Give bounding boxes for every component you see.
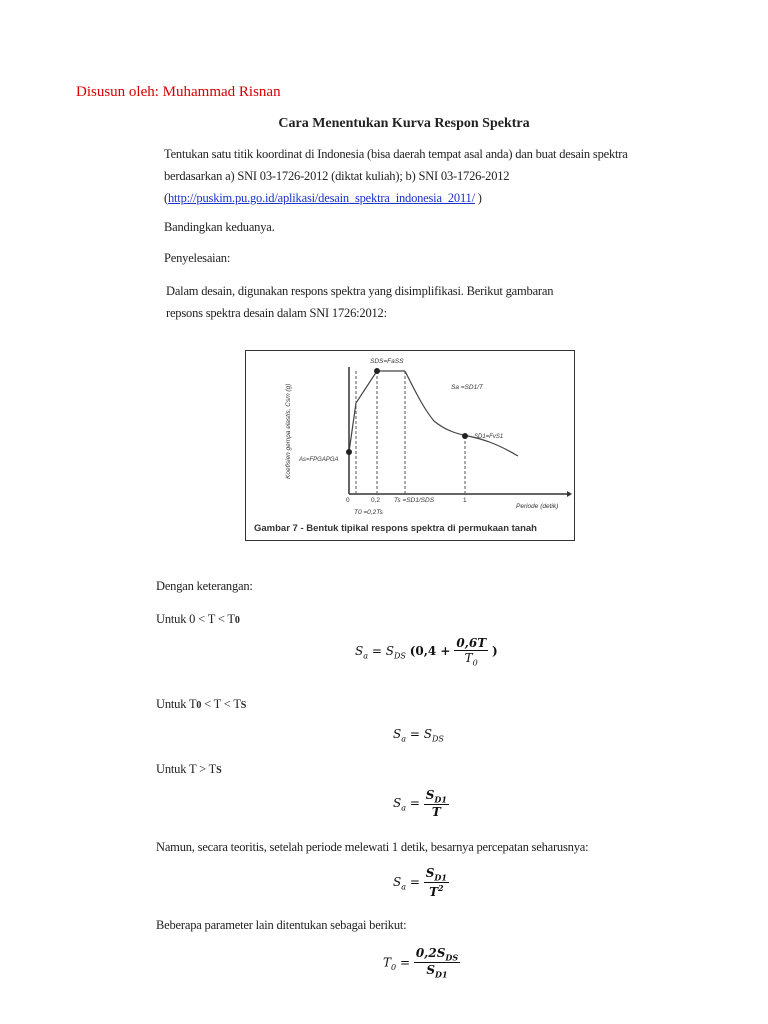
equation-4: $S_a$ = $\frac{S_{D1}}{T^2}$ <box>393 866 447 900</box>
equation-2: $S_a = S_{DS}$ <box>393 727 444 744</box>
sds-label: SDS=FaSS <box>370 358 404 365</box>
sd1-label: SD1=FvS1 <box>474 434 504 440</box>
tick-ts: Ts =SD1/SDS <box>394 497 435 504</box>
intro-paragraph <box>166 280 626 324</box>
x-axis-arrow <box>567 491 572 497</box>
intro-line-1: Dalam desain, digunakan respons spektra yang disimplifikasi. Berikut gambaran <box>166 284 554 298</box>
sds-point <box>374 368 380 374</box>
case-3-text: Untuk T > T <box>156 762 217 776</box>
intro-line-2: repsons spektra desain dalam SNI 1726:2012: <box>166 306 387 320</box>
case-1-label: Untuk 0 < T < T0 <box>156 612 240 626</box>
y-axis-label: Koefisien gempa elastis, Csm (g) <box>285 383 292 479</box>
sd1-point <box>462 433 468 439</box>
case-3-label: Untuk T > TS <box>156 762 222 776</box>
x-axis-label: Periode (detik) <box>516 503 559 510</box>
compare-text: Bandingkan keduanya. <box>164 220 275 234</box>
case-1-text: Untuk 0 < T < T <box>156 612 235 626</box>
theory-text: Namun, secara teoritis, setelah periode melewati 1 detik, besarnya percepatan seharusnya: <box>156 840 589 854</box>
spektra-link[interactable]: http://puskim.pu.go.id/aplikasi/desain_spektra_indonesia_2011/ <box>167 191 475 205</box>
case-2-label: Untuk T0 < T < TS <box>156 697 247 711</box>
tick-1: 1 <box>463 497 467 504</box>
response-spectrum-diagram <box>246 351 574 521</box>
t0-label: T0 =0,2Ts <box>354 509 383 516</box>
tick-02: 0,2 <box>371 497 381 504</box>
as-point <box>346 449 352 455</box>
task-line-1: Tentukan satu titik koordinat di Indonesia (bisa daerah tempat asal anda) dan buat desain spektra <box>164 147 628 161</box>
equation-3: $S_a$ = $\frac{S_{D1}}{T}$ <box>393 788 447 820</box>
case-2-text: Untuk T <box>156 697 197 711</box>
task-line-3 <box>164 187 664 209</box>
equation-5: $T_0$ = $\frac{0,2S_{DS}}{S_{D1}}$ <box>383 946 459 980</box>
as-label: As=FPGAPGA <box>299 457 339 463</box>
task-paragraph <box>164 143 664 209</box>
document-title: Cara Menentukan Kurva Respon Spektra <box>278 116 530 131</box>
equation-1: $S_a = S_{DS}$ (0,4 + $\frac{0,6T}{T_0}$ ) <box>355 636 498 668</box>
explanation-label: Dengan keterangan: <box>156 579 253 593</box>
author-line: Disusun oleh: Muhammad Risnan <box>76 84 281 100</box>
sa-curve-label: Sa =SD1/T <box>451 384 483 391</box>
response-spectrum-figure <box>245 350 575 541</box>
solution-label: Penyelesaian: <box>164 251 231 265</box>
figure-caption: Gambar 7 - Bentuk tipikal respons spektra di permukaan tanah <box>254 523 537 534</box>
tick-0: 0 <box>346 497 350 504</box>
task-line-2: berdasarkan a) SNI 03-1726-2012 (diktat kuliah); b) SNI 03-1726-2012 <box>164 169 510 183</box>
other-params-text: Beberapa parameter lain ditentukan sebagai berikut: <box>156 918 407 932</box>
open-paren: ( <box>164 191 168 205</box>
close-paren: ) <box>474 191 482 205</box>
